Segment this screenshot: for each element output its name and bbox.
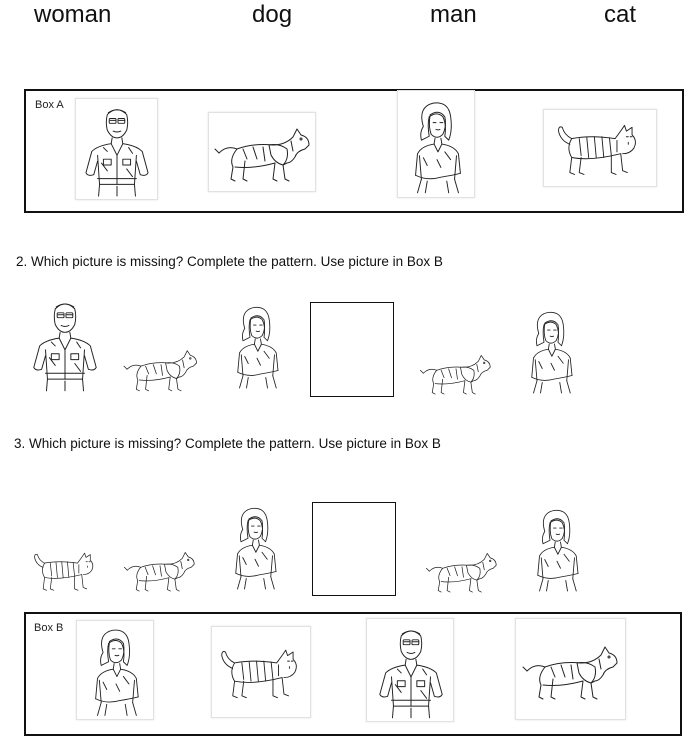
q2-woman-icon [222,296,292,396]
q3-cat-icon [30,546,102,596]
dog-illustration [520,637,622,707]
question-2: 2. Which picture is missing? Complete the pattern. Use picture in Box B [16,254,443,269]
q3-woman-icon-2 [522,500,592,598]
box-b-card-woman[interactable] [76,620,154,720]
word-man: man [430,1,477,28]
man-illustration [372,622,450,720]
word-woman: woman [34,1,112,28]
box-a-card-man[interactable] [75,98,158,200]
cat-illustration [216,641,308,705]
q3-woman-icon [220,498,290,596]
box-a-label: Box A [35,99,64,111]
question-3: 3. Which picture is missing? Complete the pattern. Use picture in Box B [14,436,441,451]
woman-illustration [79,623,153,719]
q2-man-icon [26,294,104,394]
dog-illustration [213,119,313,189]
woman-illustration [398,97,476,195]
box-a-card-woman[interactable] [397,90,475,198]
word-cat: cat [604,1,637,28]
box-a-card-dog[interactable] [208,112,316,192]
q2-dog-icon-2 [418,348,494,400]
q2-answer-blank[interactable] [310,302,394,397]
box-a-card-cat[interactable] [543,109,657,187]
box-b-card-man[interactable] [366,618,454,722]
word-dog: dog [252,1,293,28]
q3-dog-icon-2 [424,546,500,598]
q2-woman-icon-2 [516,302,586,400]
box-b-label: Box B [34,622,64,634]
cat-illustration [550,116,650,182]
man-illustration [78,101,156,198]
box-b-card-cat[interactable] [211,626,311,718]
box-b-card-dog[interactable] [515,618,626,720]
q2-dog-icon [122,343,200,397]
q3-dog-icon [122,545,198,597]
q3-answer-blank[interactable] [312,502,396,596]
